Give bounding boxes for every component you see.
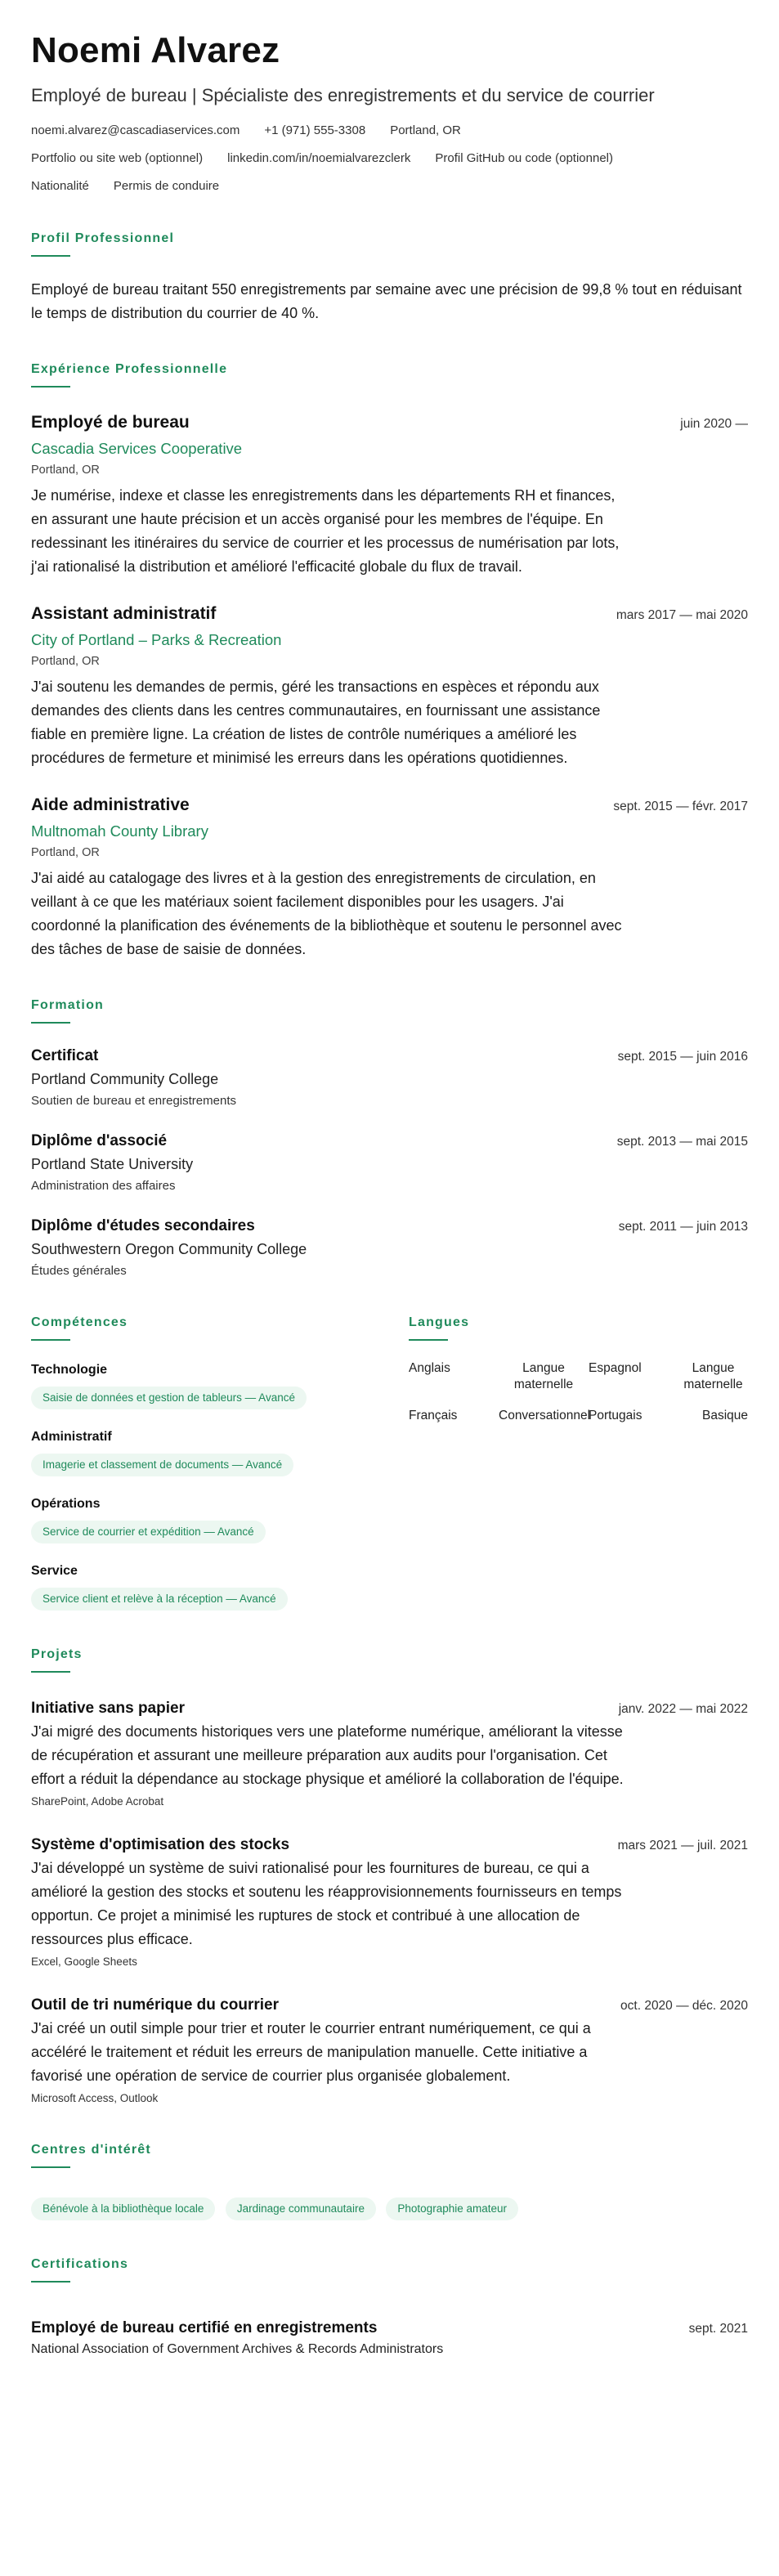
job-location: Portland, OR xyxy=(31,846,100,859)
job-company: Multnomah County Library xyxy=(31,822,208,840)
language-level: Basique xyxy=(701,1409,748,1422)
candidate-headline: Employé de bureau | Spécialiste des enregistrements et du service de courrier xyxy=(31,85,655,105)
project-tech: Microsoft Access, Outlook xyxy=(31,2092,159,2104)
job-entry xyxy=(31,412,748,579)
section-divider xyxy=(31,1339,70,1341)
contact-phone[interactable]: +1 (971) 555-3308 xyxy=(264,123,366,137)
section-title: Expérience Professionnelle xyxy=(31,362,228,376)
job-date: juin 2020 — xyxy=(680,417,748,431)
project-entry xyxy=(31,1835,748,1969)
project-description: J'ai migré des documents historiques vers une plateforme numérique, améliorant la vitesse de récupération et assurant une meilleure préparation aux audits pour l'organisation. Cet effort a réduit la dépendance au stockage physique et amélioré la collaboration de l'équipe. xyxy=(31,1723,624,1787)
experience-section xyxy=(31,361,748,961)
section-title: Formation xyxy=(31,998,105,1012)
profile-summary: Employé de bureau traitant 550 enregistrements par semaine avec une précision de 99,8 % tout en réduisant le temps de distribution du courrier de 40 %. xyxy=(31,281,742,321)
contact-driving-license: Permis de conduire xyxy=(113,179,220,193)
education-section xyxy=(31,997,748,1279)
contact-row-extra xyxy=(31,178,748,195)
education-school: Portland Community College xyxy=(31,1071,219,1087)
interests-list xyxy=(31,2189,748,2220)
skill-category: Opérations xyxy=(31,1497,101,1511)
skills-section xyxy=(31,1315,409,1611)
languages-section xyxy=(409,1315,748,1611)
education-entry xyxy=(31,1046,748,1109)
project-tech: SharePoint, Adobe Acrobat xyxy=(31,1795,164,1808)
interest-tag: Photographie amateur xyxy=(386,2197,518,2220)
job-company: Cascadia Services Cooperative xyxy=(31,440,243,457)
job-location: Portland, OR xyxy=(31,464,100,477)
project-tech: Excel, Google Sheets xyxy=(31,1956,137,1968)
contact-linkedin[interactable]: linkedin.com/in/noemialvarezclerk xyxy=(227,151,411,165)
skill-tag: Service de courrier et expédition — Avancé xyxy=(31,1521,266,1543)
project-date: janv. 2022 — mai 2022 xyxy=(618,1702,748,1716)
language-name: Anglais xyxy=(409,1361,450,1375)
section-divider xyxy=(409,1339,448,1341)
skill-category: Technologie xyxy=(31,1363,108,1377)
contact-github[interactable]: Profil GitHub ou code (optionnel) xyxy=(435,151,614,165)
job-title: Aide administrative xyxy=(31,795,190,814)
project-name: Système d'optimisation des stocks xyxy=(31,1836,290,1853)
education-date: sept. 2011 — juin 2013 xyxy=(618,1220,748,1234)
education-degree: Diplôme d'études secondaires xyxy=(31,1217,255,1234)
section-divider xyxy=(31,2166,70,2168)
project-date: oct. 2020 — déc. 2020 xyxy=(620,1999,748,2013)
job-company: City of Portland – Parks & Recreation xyxy=(31,631,282,648)
section-title: Langues xyxy=(409,1315,470,1329)
project-name: Initiative sans papier xyxy=(31,1700,185,1717)
job-date: mars 2017 — mai 2020 xyxy=(616,608,748,622)
section-title: Centres d'intérêt xyxy=(31,2143,151,2157)
section-title: Profil Professionnel xyxy=(31,231,175,245)
skill-category: Service xyxy=(31,1564,78,1578)
certifications-section xyxy=(31,2256,748,2358)
skill-tag: Saisie de données et gestion de tableurs — Avancé xyxy=(31,1387,307,1409)
education-entry xyxy=(31,1131,748,1194)
job-description: J'ai aidé au catalogage des livres et à la gestion des enregistrements de circulation, en veillant à ce que les matériaux soient facilement disponibles pour les usagers. J'ai coordonné la planification des événements de la bibliothèque et soutenu le personnel avec des tâches de base de saisie de données. xyxy=(31,870,622,957)
section-divider xyxy=(31,2281,70,2283)
education-date: sept. 2015 — juin 2016 xyxy=(617,1050,748,1064)
job-title: Employé de bureau xyxy=(31,413,190,432)
job-location: Portland, OR xyxy=(31,655,100,668)
skill-tag: Imagerie et classement de documents — Avancé xyxy=(31,1454,293,1476)
skill-category: Administratif xyxy=(31,1430,112,1444)
job-entry xyxy=(31,795,748,961)
education-date: sept. 2013 — mai 2015 xyxy=(616,1135,748,1149)
certification-entry xyxy=(31,2318,748,2358)
section-divider xyxy=(31,1022,70,1024)
interests-section xyxy=(31,2142,748,2220)
section-divider xyxy=(31,1671,70,1673)
language-name: Français xyxy=(409,1409,458,1422)
language-name: Espagnol xyxy=(589,1361,642,1375)
contact-row-primary xyxy=(31,123,748,139)
section-divider xyxy=(31,255,70,257)
contact-nationality: Nationalité xyxy=(31,179,89,193)
contact-email[interactable]: noemi.alvarez@cascadiaservices.com xyxy=(31,123,240,137)
job-description: J'ai soutenu les demandes de permis, géré les transactions en espèces et répondu aux demandes des clients dans les centres communautaires, en fournissant une assistance fiable en première ligne. La création de listes de contrôle numériques a amélioré les procédures de fermeture et minimisé les erreurs dans les opérations quotidiennes. xyxy=(31,679,601,766)
project-name: Outil de tri numérique du courrier xyxy=(31,1996,279,2014)
language-level: Langue maternelle xyxy=(683,1361,743,1391)
project-date: mars 2021 — juil. 2021 xyxy=(617,1839,748,1852)
education-field: Soutien de bureau et enregistrements xyxy=(31,1094,236,1108)
candidate-name: Noemi Alvarez xyxy=(31,30,280,70)
profile-section xyxy=(31,231,748,325)
job-title: Assistant administratif xyxy=(31,604,217,623)
project-entry xyxy=(31,1699,748,1809)
project-entry xyxy=(31,1996,748,2106)
language-level: Conversationnel xyxy=(499,1409,591,1422)
education-degree: Diplôme d'associé xyxy=(31,1132,168,1149)
section-title: Compétences xyxy=(31,1315,128,1329)
education-field: Études générales xyxy=(31,1264,127,1278)
language-name: Portugais xyxy=(589,1409,642,1422)
education-degree: Certificat xyxy=(31,1047,99,1064)
project-description: J'ai développé un système de suivi rationalisé pour les fournitures de bureau, ce qui a amélioré la gestion des stocks et soutenu les réapprovisionnements fournisseurs en temps opportun. Ce projet a minimisé les ruptures de stock et contribué à une allocation de ressources plus efficace. xyxy=(31,1860,622,1947)
education-school: Portland State University xyxy=(31,1156,194,1172)
education-entry xyxy=(31,1216,748,1279)
certification-name: Employé de bureau certifié en enregistrements xyxy=(31,2319,378,2336)
contact-portfolio[interactable]: Portfolio ou site web (optionnel) xyxy=(31,151,204,165)
education-field: Administration des affaires xyxy=(31,1179,176,1193)
job-date: sept. 2015 — févr. 2017 xyxy=(613,800,748,813)
skill-tag: Service client et relève à la réception — Avancé xyxy=(31,1588,288,1611)
interest-tag: Bénévole à la bibliothèque locale xyxy=(31,2197,215,2220)
education-school: Southwestern Oregon Community College xyxy=(31,1241,307,1257)
skills-languages-row xyxy=(31,1315,748,1611)
section-title: Certifications xyxy=(31,2257,129,2271)
job-description: Je numérise, indexe et classe les enregistrements dans les départements RH et finances, en assurant une haute précision et un accès organisé pour les membres de l'équipe. En redessinant les itinéraires du service de courrier et les processus de numérisation par lots, j'ai rationalisé la distribution et amélioré l'efficacité globale du flux de travail. xyxy=(31,487,620,575)
projects-section xyxy=(31,1646,748,2106)
resume-header xyxy=(31,31,748,195)
contact-location: Portland, OR xyxy=(390,123,461,137)
section-divider xyxy=(31,386,70,388)
job-entry xyxy=(31,603,748,770)
contact-row-links xyxy=(31,150,748,167)
certification-org: National Association of Government Archives & Records Administrators xyxy=(31,2342,444,2356)
certification-date: sept. 2021 xyxy=(688,2322,748,2336)
project-description: J'ai créé un outil simple pour trier et router le courrier entrant numériquement, ce qui a accéléré le traitement et réduit les erreurs de manipulation manuelle. Cette initiative a favorisé une opération de service de courrier plus organisée globalement. xyxy=(31,2020,591,2084)
interest-tag: Jardinage communautaire xyxy=(226,2197,376,2220)
section-title: Projets xyxy=(31,1647,83,1661)
language-level: Langue maternelle xyxy=(513,1361,574,1391)
languages-list xyxy=(409,1360,748,1424)
